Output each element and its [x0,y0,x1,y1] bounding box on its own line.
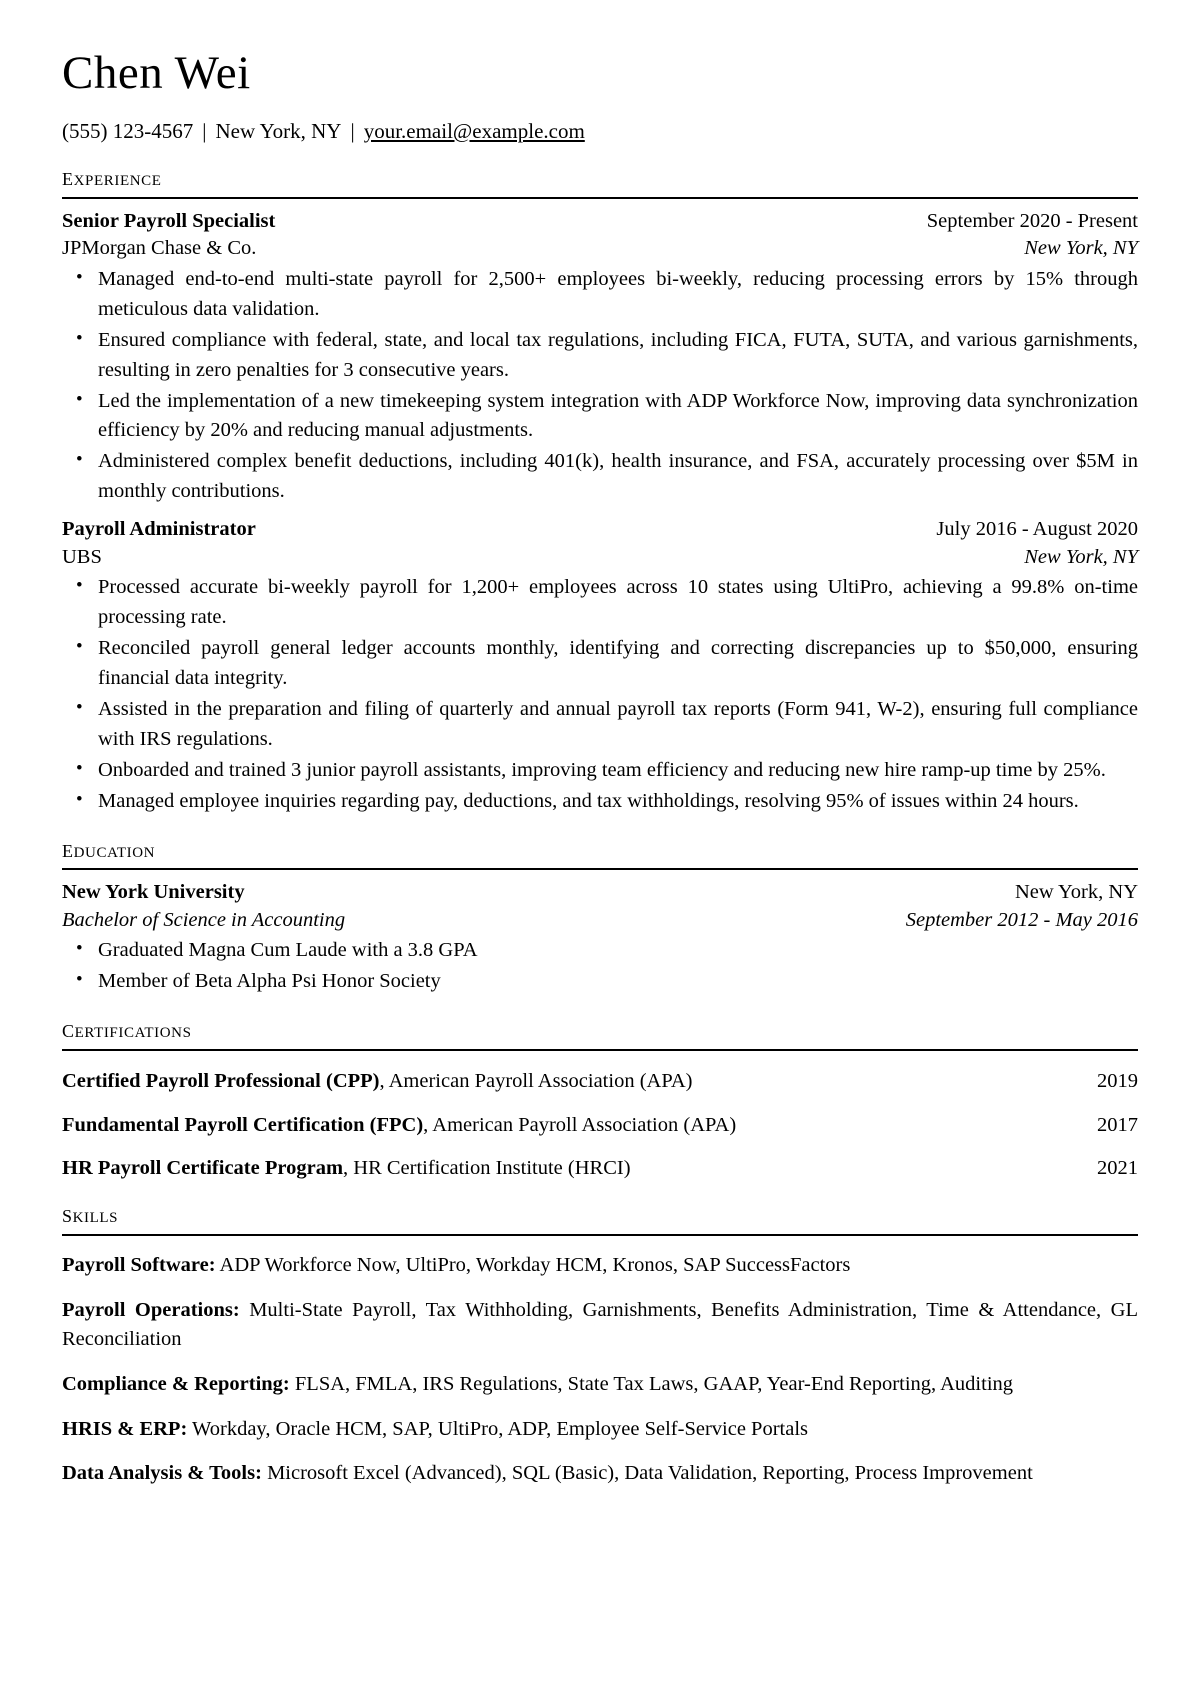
skill-items: Microsoft Excel (Advanced), SQL (Basic), Data Validation, Reporting, Process Improvement [261,1462,1033,1485]
resume-header [62,48,1138,145]
certification-year: 2017 [1097,1113,1138,1136]
experience-section-title: experience [62,161,162,191]
education-entry [62,879,1138,997]
certification-name: Certified Payroll Professional (CPP) [62,1070,380,1093]
degree-name: Bachelor of Science in Accounting [62,908,346,931]
job-bullet-list [62,265,1138,507]
certification-main [62,1068,692,1095]
job-company: JPMorgan Chase & Co. [62,237,257,260]
job-bullet: • Reconciled payroll general ledger accounts monthly, identifying and correcting discrepancies up to $50,000, ensuring financial data integrity. [62,634,1138,694]
skill-items: ADP Workforce Now, UltiPro, Workday HCM, Kronos, SAP SuccessFactors [215,1253,851,1276]
skill-category: HRIS & ERP: [62,1417,188,1440]
job-bullet: • Assisted in the preparation and filing of quarterly and annual payroll tax reports (Form 941, W-2), ensuring full compliance with IRS regulations. [62,695,1138,755]
job-bullet: • Onboarded and trained 3 junior payroll assistants, improving team efficiency and reducing new hire ramp-up time by 25%. [62,756,1138,786]
school-name: New York University [62,881,245,904]
skills-section-title: skills [62,1198,119,1228]
contact-location: New York, NY [215,118,342,143]
skill-row [62,1459,1138,1489]
certification-issuer: , American Payroll Association (APA) [423,1113,737,1136]
certification-main [62,1155,631,1182]
experience-entry-subline [62,544,1138,571]
job-bullet: • Ensured compliance with federal, state, and local tax regulations, including FICA, FUTA, SUTA, and various garnishments, resulting in zero penalties for 3 consecutive years. [62,326,1138,386]
education-bullet: • Member of Beta Alpha Psi Honor Society [62,967,1138,997]
certification-year: 2019 [1097,1070,1138,1093]
skill-items: Multi-State Payroll, Tax Withholding, Garnishments, Benefits Administration, Time & Attendance, GL Reconciliation [62,1298,1138,1351]
contact-separator-2: | [350,118,355,143]
education-section-title: education [62,833,156,863]
certification-issuer: , American Payroll Association (APA) [379,1070,693,1093]
certifications-section [62,1014,1138,1182]
skills-section [62,1199,1138,1489]
job-location: New York, NY [1024,237,1138,260]
experience-entry-subline [62,235,1138,262]
contact-separator-1: | [202,118,207,143]
section-divider [62,868,1138,870]
candidate-name: Chen Wei [62,47,251,99]
certification-main [62,1112,736,1139]
education-bullet-list [62,936,1138,997]
certification-row [62,1155,1138,1182]
certification-name: HR Payroll Certificate Program [62,1157,344,1180]
degree-dates: September 2012 - May 2016 [905,908,1138,931]
school-location: New York, NY [1014,881,1138,904]
education-entry-headline [62,879,1138,906]
certification-issuer: , HR Certification Institute (HRCI) [343,1157,631,1180]
experience-entry [62,516,1138,816]
experience-entry-headline [62,516,1138,543]
job-bullet: • Processed accurate bi-weekly payroll for 1,200+ employees across 10 states using UltiPro, achieving a 99.8% on-time processing rate. [62,573,1138,633]
skill-category: Payroll Operations: [62,1298,240,1321]
skill-row [62,1296,1138,1355]
skill-row [62,1251,1138,1281]
skill-items: FLSA, FMLA, IRS Regulations, State Tax Laws, GAAP, Year-End Reporting, Auditing [289,1373,1014,1396]
job-bullet: • Led the implementation of a new timekeeping system integration with ADP Workforce Now, improving data synchronization efficiency by 20% and reducing manual adjustments. [62,387,1138,447]
skill-row [62,1415,1138,1445]
job-company: UBS [62,545,102,568]
certification-year: 2021 [1097,1157,1138,1180]
contact-line [62,118,1138,145]
contact-phone: (555) 123-4567 [62,118,194,143]
skill-category: Data Analysis & Tools: [62,1462,262,1485]
job-dates: July 2016 - August 2020 [936,518,1138,541]
job-bullet: • Managed employee inquiries regarding pay, deductions, and tax withholdings, resolving 95% of issues within 24 hours. [62,787,1138,817]
experience-entry-headline [62,208,1138,235]
job-title: Payroll Administrator [62,518,256,541]
job-dates: September 2020 - Present [926,209,1138,232]
certification-name: Fundamental Payroll Certification (FPC) [62,1113,424,1136]
job-bullet-list [62,573,1138,816]
education-bullet: • Graduated Magna Cum Laude with a 3.8 GPA [62,936,1138,966]
experience-entry [62,208,1138,507]
section-divider [62,197,1138,199]
job-bullet: • Administered complex benefit deductions, including 401(k), health insurance, and FSA, accurately processing over $5M in monthly contributions. [62,447,1138,507]
job-title: Senior Payroll Specialist [62,209,276,232]
contact-email-link[interactable]: your.email@example.com [363,118,585,143]
section-divider [62,1234,1138,1236]
experience-section [62,162,1138,817]
education-entry-subline [62,907,1138,934]
certification-row [62,1112,1138,1139]
skill-category: Payroll Software: [62,1253,216,1276]
certifications-section-title: certifications [62,1014,192,1044]
certification-row [62,1068,1138,1095]
job-bullet: • Managed end-to-end multi-state payroll for 2,500+ employees bi-weekly, reducing processing errors by 15% through meticulous data validation. [62,265,1138,325]
education-section [62,834,1138,998]
section-divider [62,1049,1138,1051]
skill-category: Compliance & Reporting: [62,1373,290,1396]
skill-row [62,1370,1138,1400]
job-location: New York, NY [1024,545,1138,568]
skill-items: Workday, Oracle HCM, SAP, UltiPro, ADP, Employee Self-Service Portals [187,1417,808,1440]
